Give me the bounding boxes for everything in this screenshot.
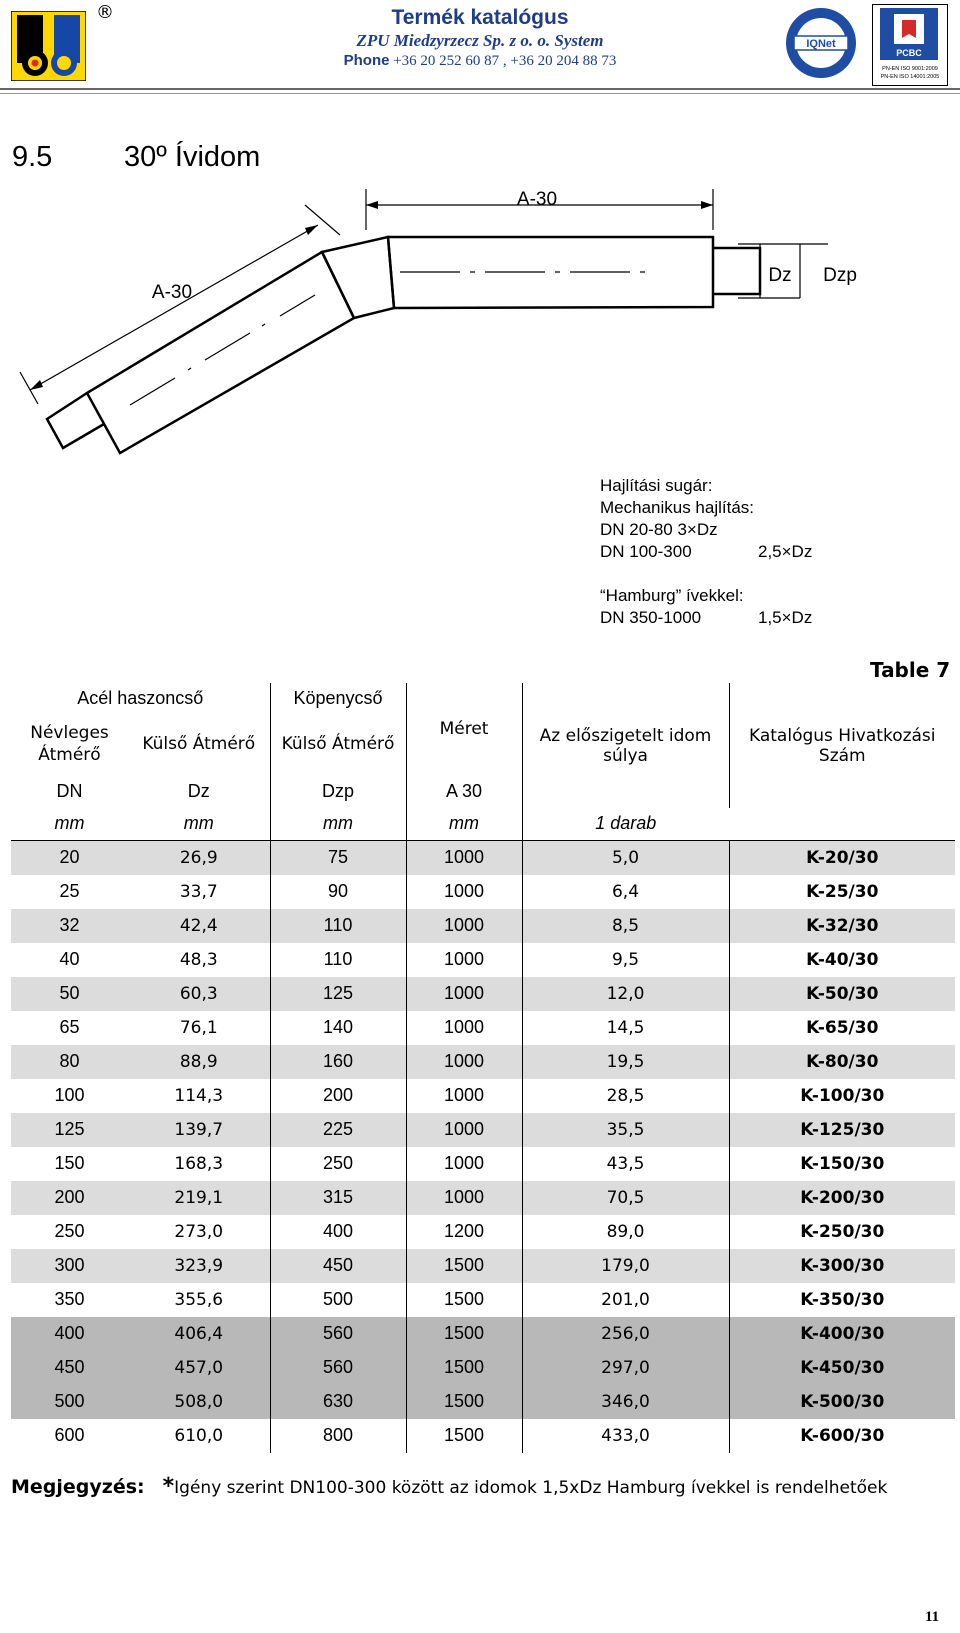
cell-dn: 300 — [11, 1249, 128, 1283]
unit-catalog — [729, 808, 955, 840]
bend-line-1: Hajlítási sugár: — [600, 476, 713, 495]
cell-k: K-600/30 — [729, 1419, 955, 1453]
cell-dz: 76,1 — [179, 1017, 218, 1038]
cell-dn: 500 — [11, 1385, 128, 1419]
cell-dz: 323,9 — [128, 1249, 270, 1283]
cell-dzp: 560 — [270, 1351, 406, 1385]
cell-w: 5,0 — [522, 840, 729, 875]
cell-w: 19,5 — [522, 1045, 729, 1079]
cell-dz: 139,7 — [128, 1113, 270, 1147]
unit-weight: 1 darab — [522, 808, 729, 840]
cell-dzp: 630 — [270, 1385, 406, 1419]
cell-dz: 406,4 — [128, 1317, 270, 1351]
cell-a: 1200 — [406, 1215, 522, 1249]
sym-dzp: Dzp — [270, 774, 406, 808]
unit-a30: mm — [406, 808, 522, 840]
unit-dz: mm — [128, 808, 270, 840]
cell-dn: 50 — [11, 977, 128, 1011]
table-row — [11, 1215, 955, 1249]
cell-dn: 32 — [11, 909, 128, 943]
page-number: 11 — [925, 1609, 940, 1625]
cell-dz: 168,3 — [174, 1153, 224, 1174]
table-row — [11, 909, 955, 943]
cell-w: 9,5 — [522, 943, 729, 977]
cell-w: 12,0 — [522, 977, 729, 1011]
cell-k: K-100/30 — [729, 1079, 955, 1113]
cell-w: 201,0 — [522, 1283, 729, 1317]
cell-w: 297,0 — [522, 1351, 729, 1385]
cell-w: 89,0 — [522, 1215, 729, 1249]
col-nominal-header: Névleges Átmérő — [30, 723, 109, 765]
cell-k: K-32/30 — [729, 909, 955, 943]
cell-k: K-500/30 — [729, 1385, 955, 1419]
cell-dn: 20 — [11, 840, 128, 875]
dim-label-dzp: Dzp — [823, 265, 857, 286]
section-name: 30º Ívidom — [124, 141, 261, 173]
table-row — [11, 1011, 955, 1045]
bend-range-3-value: 1,5×Dz — [758, 608, 813, 627]
cell-w: 433,0 — [522, 1419, 729, 1453]
cell-dz: 610,0 — [174, 1425, 224, 1446]
cell-a: 1500 — [406, 1385, 522, 1419]
cell-a: 1500 — [406, 1419, 522, 1453]
col-catalog-header: Katalógus Hivatkozási Szám — [729, 683, 955, 808]
cell-k: K-300/30 — [729, 1249, 955, 1283]
iqnet-text: IQNet — [806, 38, 836, 50]
cell-dn: 25 — [59, 881, 80, 901]
note-star: * — [162, 1474, 175, 1499]
dim-label-top: A-30 — [516, 189, 558, 210]
table-row — [11, 1147, 955, 1181]
table-row — [11, 977, 955, 1011]
bend-radius-info — [600, 475, 812, 629]
bend-range-2-value: 2,5×Dz — [758, 542, 813, 561]
registered-mark: ® — [96, 2, 114, 23]
cell-w: 8,5 — [522, 909, 729, 943]
note-label: Megjegyzés: — [11, 1476, 145, 1498]
bend-line-2: Mechanikus hajlítás: — [600, 498, 755, 517]
cell-w: 256,0 — [522, 1317, 729, 1351]
cell-w: 346,0 — [522, 1385, 729, 1419]
table-row — [11, 943, 955, 977]
elbow-segment-2 — [87, 252, 354, 453]
cell-w: 6,4 — [522, 875, 729, 909]
cell-dn: 150 — [54, 1153, 85, 1173]
cell-dzp: 250 — [270, 1147, 406, 1181]
cell-dn: 350 — [54, 1289, 85, 1309]
cell-k: K-200/30 — [729, 1181, 955, 1215]
table-row — [11, 1113, 955, 1147]
table-row — [11, 1181, 955, 1215]
table-row — [11, 840, 955, 875]
dimension-left — [20, 205, 340, 404]
cell-dzp: 225 — [270, 1113, 406, 1147]
cell-dzp: 450 — [270, 1249, 406, 1283]
bend-range-2 — [600, 541, 812, 563]
dim-label-left: A-30 — [151, 282, 193, 303]
cell-dz: 457,0 — [128, 1351, 270, 1385]
cell-dz: 48,3 — [179, 949, 218, 970]
cell-dz: 33,7 — [179, 881, 218, 902]
cell-dz: 355,6 — [174, 1289, 224, 1310]
cell-k: K-150/30 — [729, 1147, 955, 1181]
table-row — [11, 1283, 955, 1317]
cell-dz: 508,0 — [128, 1385, 270, 1419]
section-number: 9.5 — [12, 141, 53, 173]
col-weight-header: Az előszigetelt idom súlya — [522, 683, 729, 808]
cell-dn: 80 — [11, 1045, 128, 1079]
cell-dzp: 315 — [270, 1181, 406, 1215]
note-text: Igény szerint DN100-300 között az idomok 1,5xDz Hamburg ívekkel is rendelhetőek — [174, 1478, 888, 1498]
cell-w: 70,5 — [522, 1181, 729, 1215]
cell-k: K-350/30 — [729, 1283, 955, 1317]
cell-w: 43,5 — [522, 1147, 729, 1181]
group-jacket-pipe: Köpenycső — [270, 683, 406, 714]
iqnet-certificate-icon — [784, 6, 858, 80]
cell-dn: 200 — [11, 1181, 128, 1215]
company-name: ZPU Miedzyrzecz Sp. z o. o. System — [356, 31, 604, 50]
cell-w: 179,0 — [522, 1249, 729, 1283]
phone-numbers: +36 20 252 60 87 , +36 20 204 88 73 — [393, 53, 617, 69]
dim-label-dz: Dz — [768, 265, 792, 286]
sym-dn: DN — [56, 780, 83, 801]
cell-a: 1000 — [406, 1079, 522, 1113]
cell-w: 28,5 — [522, 1079, 729, 1113]
table-row — [11, 1385, 955, 1419]
pcbc-text: PCBC — [896, 48, 922, 58]
right-steel-pipe — [713, 248, 760, 294]
cell-dzp: 110 — [270, 909, 406, 943]
cell-k: K-40/30 — [729, 943, 955, 977]
cell-a: 1500 — [406, 1351, 522, 1385]
cell-dzp: 160 — [270, 1045, 406, 1079]
cell-a: 1500 — [406, 1249, 522, 1283]
cell-k: K-450/30 — [729, 1351, 955, 1385]
cell-a: 1000 — [406, 943, 522, 977]
cell-dz: 26,9 — [128, 840, 270, 875]
cell-dzp: 500 — [270, 1283, 406, 1317]
cert-norm-1: PN-EN ISO 9001:2009 — [882, 66, 938, 72]
catalog-title: Termék katalógus — [391, 6, 569, 29]
cell-dzp: 200 — [270, 1079, 406, 1113]
table-row — [11, 1079, 955, 1113]
elbow-spec-table — [11, 683, 955, 1453]
cell-a: 1000 — [406, 977, 522, 1011]
cell-dz: 60,3 — [128, 977, 270, 1011]
footnote — [11, 1474, 887, 1499]
cell-dz: 273,0 — [174, 1221, 224, 1242]
cell-dn: 400 — [11, 1317, 128, 1351]
cell-k: K-20/30 — [729, 840, 955, 875]
cell-a: 1000 — [406, 1045, 522, 1079]
cell-dzp: 560 — [270, 1317, 406, 1351]
cell-a: 1000 — [406, 875, 522, 909]
cell-k: K-50/30 — [729, 977, 955, 1011]
cell-dn: 125 — [11, 1113, 128, 1147]
col-size-header: Méret — [406, 683, 522, 774]
cell-a: 1000 — [406, 1011, 522, 1045]
bend-range-3 — [600, 607, 812, 629]
cell-a: 1500 — [406, 1317, 522, 1351]
table-caption: Table 7 — [870, 658, 951, 682]
table-row — [11, 1419, 955, 1453]
cell-dzp: 110 — [270, 943, 406, 977]
group-steel-pipe: Acél haszoncső — [77, 688, 204, 708]
left-steel-pipe — [47, 393, 104, 448]
sym-dz: Dz — [187, 780, 210, 801]
table-row — [11, 1317, 955, 1351]
cell-dz: 42,4 — [128, 909, 270, 943]
cell-a: 1000 — [406, 1147, 522, 1181]
cell-dz: 88,9 — [128, 1045, 270, 1079]
cell-k: K-250/30 — [729, 1215, 955, 1249]
bend-range-1: DN 20-80 3×Dz — [600, 520, 718, 539]
unit-dzp: mm — [270, 808, 406, 840]
cell-dzp: 75 — [270, 840, 406, 875]
table-row — [11, 1351, 955, 1385]
cell-w: 14,5 — [522, 1011, 729, 1045]
header-rule — [0, 88, 960, 94]
cell-a: 1000 — [406, 1113, 522, 1147]
cell-k: K-80/30 — [729, 1045, 955, 1079]
page-header — [0, 0, 960, 92]
cell-dzp: 400 — [270, 1215, 406, 1249]
cell-dzp: 140 — [270, 1011, 406, 1045]
cell-dz: 219,1 — [128, 1181, 270, 1215]
cell-w: 35,5 — [522, 1113, 729, 1147]
cell-a: 1000 — [406, 1181, 522, 1215]
bend-range-3-label: DN 350-1000 — [600, 608, 702, 627]
table-row — [11, 1249, 955, 1283]
cell-a: 1000 — [406, 909, 522, 943]
bend-hamburg: “Hamburg” ívekkel: — [600, 586, 744, 605]
cell-k: K-25/30 — [729, 875, 955, 909]
cell-dzp: 125 — [270, 977, 406, 1011]
cell-k: K-400/30 — [729, 1317, 955, 1351]
cert-norm-2: PN-EN ISO 14001:2005 — [880, 74, 940, 80]
cell-dn: 40 — [59, 949, 80, 969]
cell-dn: 65 — [59, 1017, 80, 1037]
elbow-drawing — [0, 170, 960, 470]
cell-dn: 100 — [54, 1085, 85, 1105]
cell-dzp: 90 — [270, 875, 406, 909]
cell-dn: 250 — [54, 1221, 85, 1241]
unit-dn: mm — [11, 808, 128, 840]
cell-a: 1000 — [406, 840, 522, 875]
table-body — [11, 840, 955, 1453]
table-row — [11, 875, 955, 909]
cell-dn: 600 — [54, 1425, 85, 1445]
pcbc-certificate-icon — [872, 4, 948, 86]
cell-a: 1500 — [406, 1283, 522, 1317]
cell-dn: 450 — [11, 1351, 128, 1385]
cell-k: K-125/30 — [729, 1113, 955, 1147]
phone-label: Phone — [343, 52, 390, 69]
elbow-segment-1 — [322, 237, 394, 318]
cell-dzp: 800 — [270, 1419, 406, 1453]
cell-k: K-65/30 — [729, 1011, 955, 1045]
table-row — [11, 1045, 955, 1079]
col-outer-header: Külső Átmérő — [142, 734, 256, 754]
cell-dz: 114,3 — [174, 1085, 224, 1106]
col-jacket-outer-header: Külső Átmérő — [270, 714, 406, 774]
bend-range-2-label: DN 100-300 — [600, 542, 692, 561]
sym-a30: A 30 — [406, 774, 522, 808]
